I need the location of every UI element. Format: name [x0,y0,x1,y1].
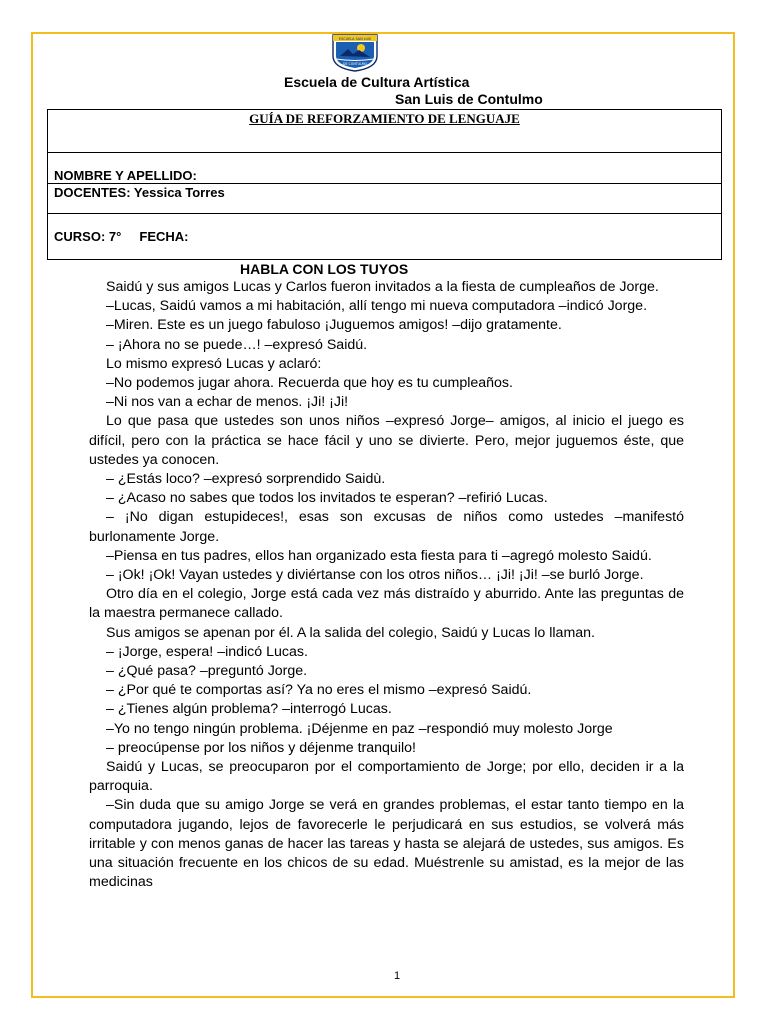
story-paragraph: Sus amigos se apenan por él. A la salida del colegio, Saidú y Lucas lo llaman. [106,624,595,641]
teachers-field [48,184,722,214]
story-paragraph: Lo que pasa que ustedes son unos niños –expresó Jorge– amigos, al inicio el juego es difícil, pero con la práctica se hace fácil y uno se divierte. Pero, mejor juguemos éste, que ustedes ya conocen. [89,413,684,468]
story-paragraph: – ¿Acaso no sabes que todos los invitados te esperan? –refirió Lucas. [106,490,548,507]
page-number: 1 [394,970,401,982]
story-paragraph: –Piensa en tus padres, ellos han organizado esta fiesta para ti –agregó molesto Saidú. [106,547,652,564]
story-paragraph: – ¡Ok! ¡Ok! Vayan ustedes y diviértanse con los otros niños… ¡Ji! ¡Ji! –se burló Jorge. [106,567,644,584]
story-paragraph: – ¿Qué pasa? –preguntó Jorge. [106,663,308,680]
school-name: Escuela de Cultura Artística [284,74,470,90]
date-label: FECHA: [139,229,189,244]
story-paragraph: Saidú y sus amigos Lucas y Carlos fueron invitados a la fiesta de cumpleaños de Jorge. [106,279,659,295]
story-paragraph: –Ni nos van a echar de menos. ¡Ji! ¡Ji! [106,394,349,411]
school-place: San Luis de Contulmo [395,91,543,107]
story-paragraph: –No podemos jugar ahora. Recuerda que hoy es tu cumpleaños. [106,375,513,392]
guide-title: GUÍA DE REFORZAMIENTO DE LENGUAJE [48,110,722,153]
story-paragraph: – ¿Estás loco? –expresó sorprendido Saidù. [106,471,386,488]
story-paragraph: – ¡Jorge, espera! –indicó Lucas. [106,643,308,660]
teachers-label: DOCENTES: Yessica Torres [54,185,225,200]
course-label: CURSO: 7° [54,229,122,244]
logo-top-text: ESCUELA SAN LUIS [338,37,372,41]
story-paragraph: –Lucas, Saidú vamos a mi habitación, allí tengo mi nueva computadora –indicó Jorge. [106,298,648,315]
name-label: NOMBRE Y APELLIDO: [54,168,197,183]
story-paragraph: Lo mismo expresó Lucas y aclaró: [106,355,322,372]
story-paragraph: Saidú y Lucas, se preocuparon por el comportamiento de Jorge; por ello, deciden ir a la parroquia. [89,759,684,795]
story-paragraph: – preocúpense por los niños y déjenme tranquilo! [106,739,416,756]
story-paragraph: –Yo no tengo ningún problema. ¡Déjenme en paz –respondió muy molesto Jorge [106,720,613,737]
logo-bottom-text: DE CONTULMO [343,62,367,66]
course-date-field[interactable] [48,214,722,260]
story-paragraph: – ¡No digan estupideces!, esas son excusas de niños como ustedes –manifestó burlonamente Jorge. [89,509,684,545]
story-paragraph: – ¡Ahora no se puede…! –expresó Saidú. [106,336,368,353]
story-body [89,278,684,893]
story-title: HABLA CON LOS TUYOS [240,261,409,277]
story-paragraph: – ¿Tienes algún problema? –interrogó Lucas. [106,701,392,718]
story-paragraph: –Sin duda que su amigo Jorge se verá en grandes problemas, el estar tanto tiempo en la computadora jugando, lejos de favorecerle le perjudicará en sus estudios, se volverá más irritable y con menos ganas de hacer las tareas y hasta se alejará de ustedes, sus amigos. Es una situación frecuente en los chicos de su edad. Muéstrenle su amistad, es la mejor de las medicinas [89,797,684,891]
story-paragraph: – ¿Por qué te comportas así? Ya no eres el mismo –expresó Saidú. [106,682,532,699]
student-info-table [47,109,722,260]
school-crest-icon [330,32,380,72]
story-paragraph: –Miren. Este es un juego fabuloso ¡Juguemos amigos! –dijo gratamente. [106,317,562,334]
story-paragraph: Otro día en el colegio, Jorge está cada vez más distraído y aburrido. Ante las preguntas de la maestra permanece callado. [89,586,684,622]
name-field[interactable] [48,153,722,184]
